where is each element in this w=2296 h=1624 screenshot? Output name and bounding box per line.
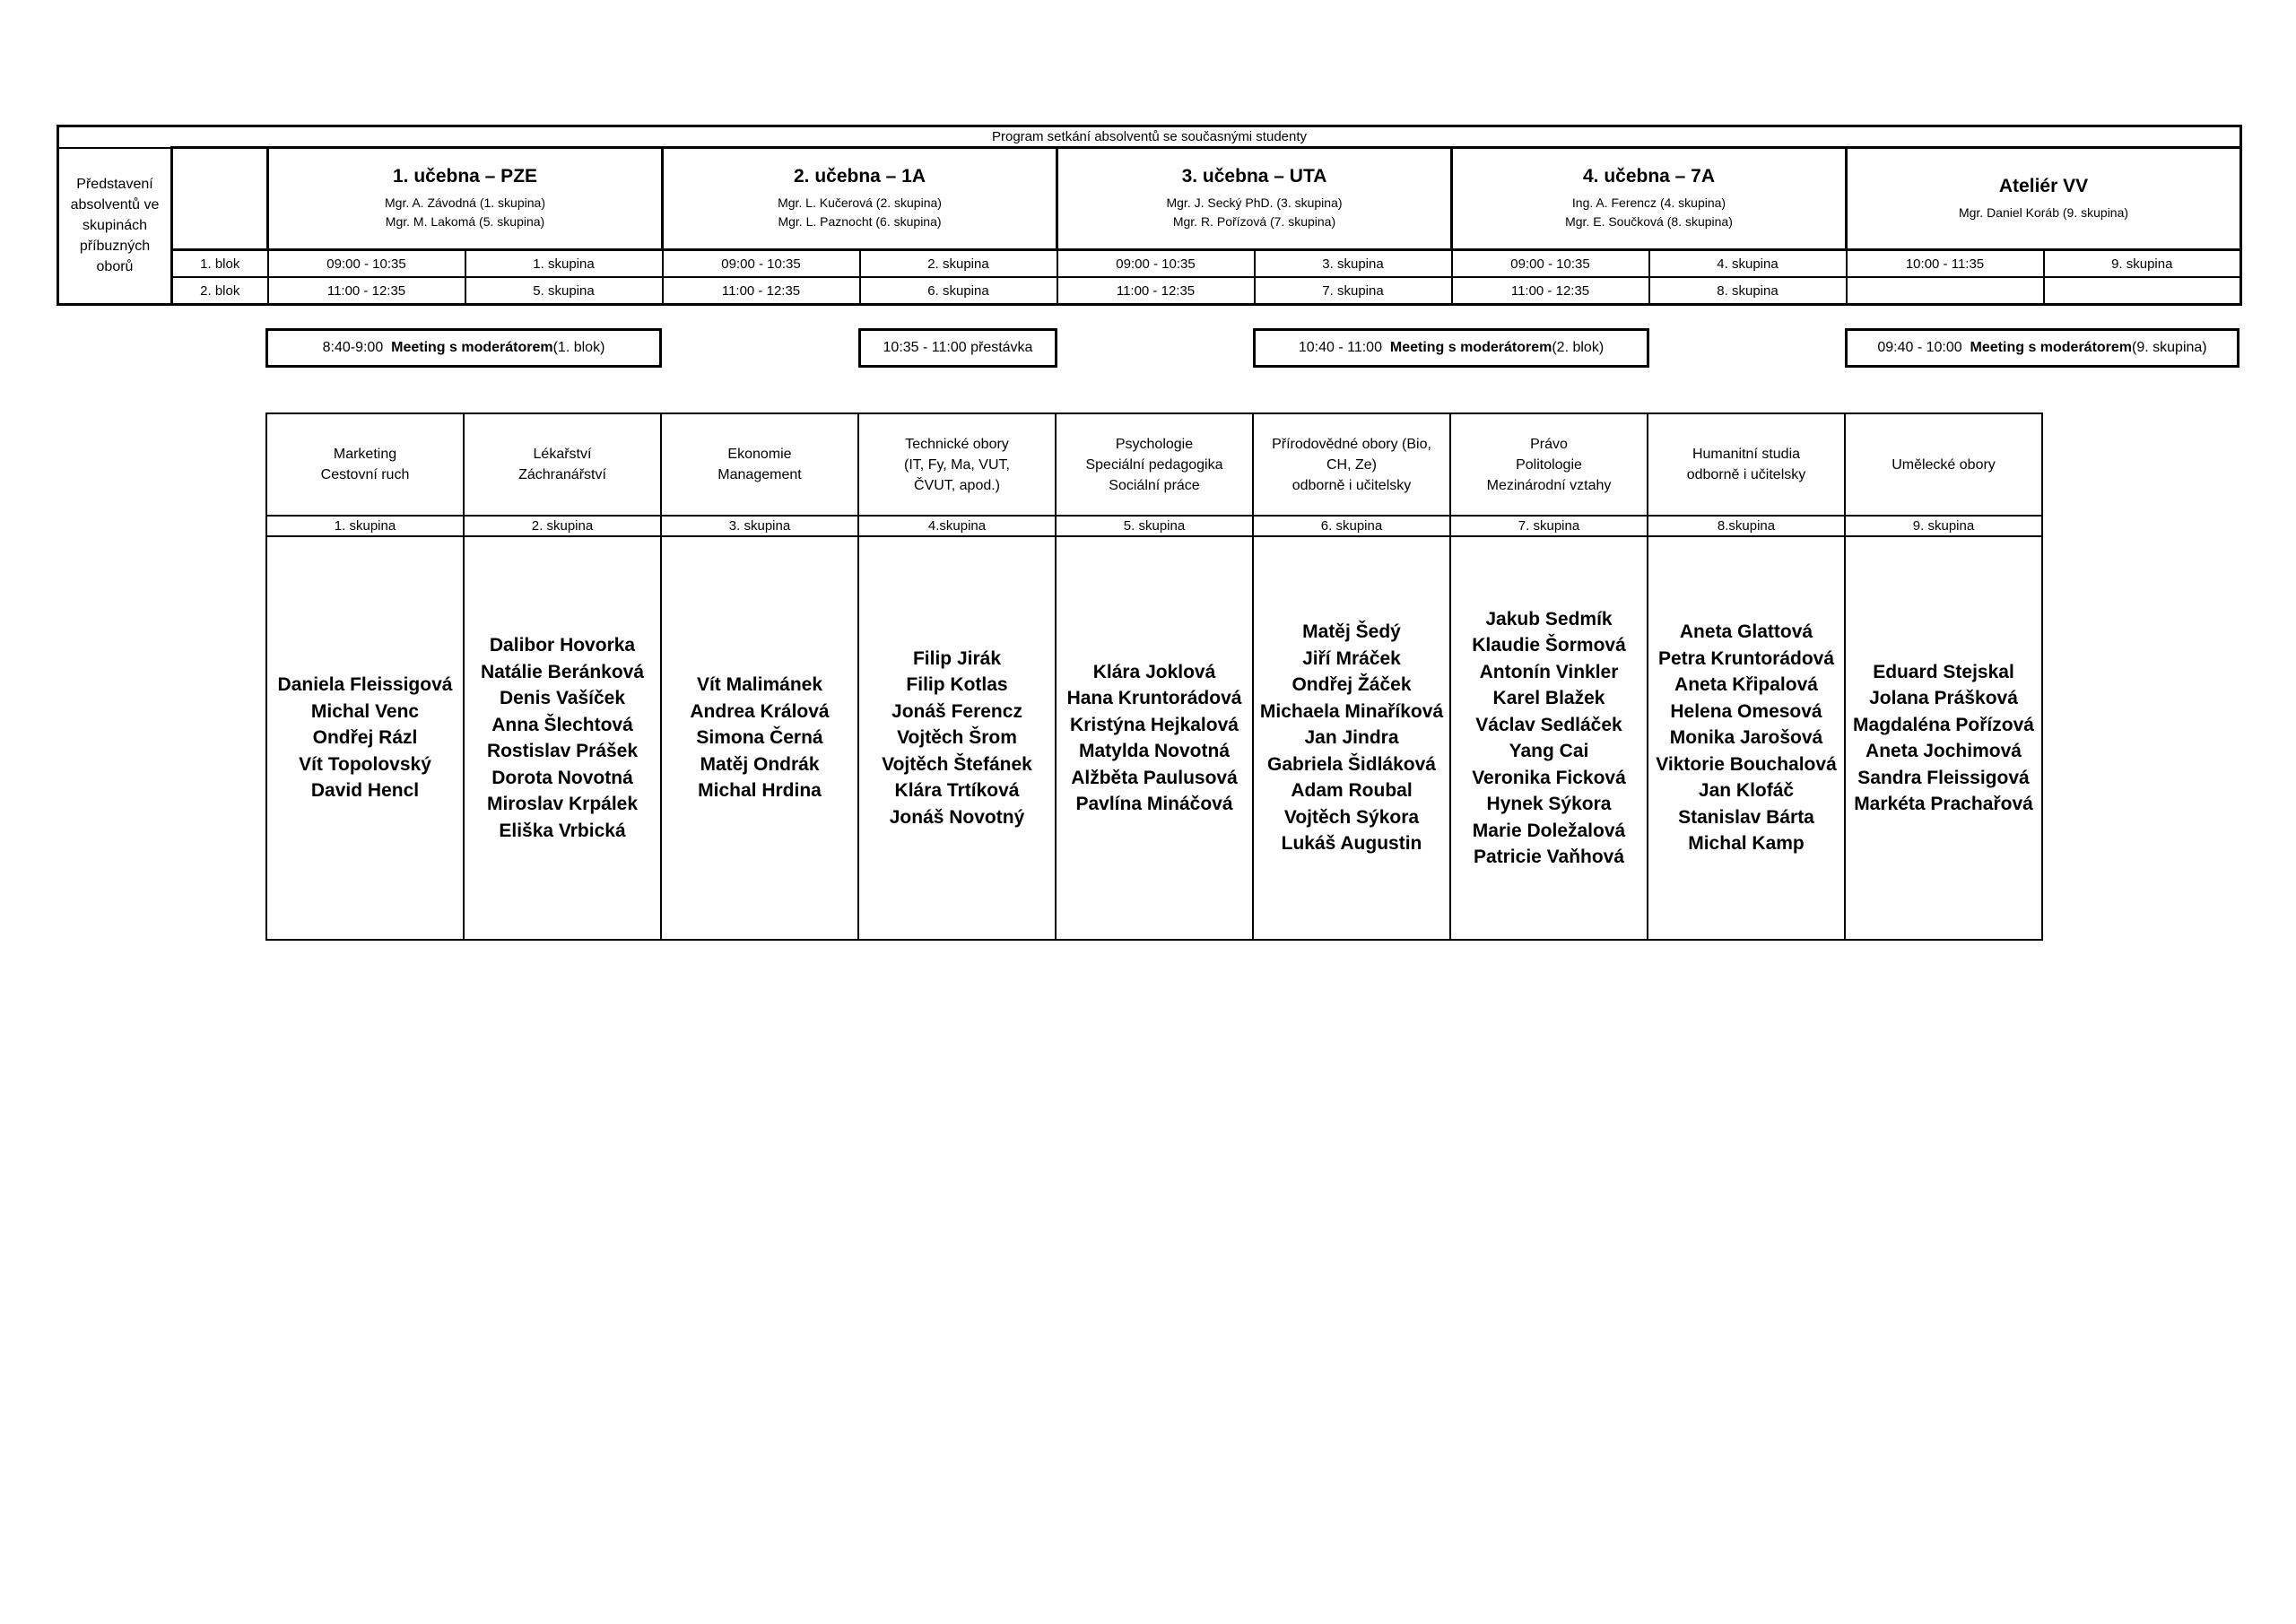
field-of-study [1056, 413, 1253, 516]
group-members [464, 536, 661, 940]
group-members [858, 536, 1056, 940]
note-rest: (2. blok) [1552, 340, 1605, 355]
group-label: 3. skupina [661, 516, 858, 536]
group-members [1648, 536, 1845, 940]
field-line: Humanitní studia [1692, 447, 1801, 462]
field-line: Technické obory [905, 436, 1009, 452]
field-of-study [464, 413, 661, 516]
room-teacher: Mgr. J. Secký PhD. (3. skupina) [1166, 195, 1343, 210]
member-name: Lukáš Augustin [1281, 833, 1422, 855]
group-label: 4.skupina [858, 516, 1056, 536]
field-line: odborně i učitelsky [1292, 477, 1412, 493]
field-line: Management [718, 467, 802, 482]
room-name: 4. učebna – 7A [1582, 166, 1716, 187]
field-line: Přírodovědné obory (Bio, [1272, 436, 1431, 452]
member-name: Klára Joklová [1092, 661, 1216, 682]
member-name: Petra Kruntorádová [1657, 647, 1835, 669]
member-name: Karel Blažek [1492, 688, 1605, 708]
member-name: Monika Jarošová [1669, 727, 1823, 749]
field-line: Speciální pedagogika [1085, 456, 1223, 473]
member-name: Gabriela Šidláková [1267, 753, 1436, 775]
field-line: Záchranářství [518, 467, 606, 482]
member-name: Magdaléna Pořízová [1853, 714, 2034, 735]
member-name: Ondřej Žáček [1292, 674, 1412, 696]
member-name: David Hencl [310, 780, 420, 802]
member-name: Jakub Sedmík [1485, 608, 1613, 630]
member-name: Markéta Prachařová [1854, 794, 2033, 814]
member-name: Klára Trtíková [894, 780, 1020, 802]
room-teacher: Ing. A. Ferencz (4. skupina) [1571, 195, 1726, 210]
block-time: 09:00 - 10:35 [1057, 250, 1255, 278]
room-name: Ateliér VV [1998, 175, 2089, 196]
field-row [266, 413, 2042, 516]
meeting-note [1253, 328, 1649, 368]
group-label: 2. skupina [464, 516, 661, 536]
block-label: 1. blok [172, 250, 268, 278]
field-line: ČVUT, apod.) [913, 477, 1001, 493]
member-name: Jan Klofáč [1698, 780, 1795, 802]
field-line: Ekonomie [727, 447, 792, 462]
field-of-study [1450, 413, 1648, 516]
member-name: Eduard Stejskal [1873, 661, 2014, 682]
member-name: Michal Kamp [1688, 833, 1805, 855]
member-name: Denis Vašíček [499, 688, 626, 708]
field-line: Právo [1530, 436, 1568, 452]
member-name: Hana Kruntorádová [1066, 688, 1242, 708]
field-of-study [661, 413, 858, 516]
member-name: Simona Černá [696, 727, 823, 749]
block-group: 3. skupina [1255, 250, 1452, 278]
note-rest: (9. skupina) [2132, 340, 2207, 355]
block-label: 2. blok [172, 277, 268, 305]
member-name: Sandra Fleissigová [1857, 767, 2030, 788]
group-label: 5. skupina [1056, 516, 1253, 536]
member-name: Daniela Fleissigová [277, 674, 453, 696]
block-group: 4. skupina [1649, 250, 1847, 278]
block-time: 09:00 - 10:35 [663, 250, 860, 278]
field-line: Lékařství [533, 447, 592, 462]
field-of-study [266, 413, 464, 516]
member-name: Rostislav Prášek [486, 741, 639, 761]
room-teacher: Mgr. A. Závodná (1. skupina) [385, 195, 545, 210]
member-name: Vojtěch Štefánek [882, 753, 1032, 775]
meeting-note [1845, 328, 2239, 368]
room-name: 3. učebna – UTA [1181, 166, 1327, 187]
block-time: 11:00 - 12:35 [663, 277, 860, 305]
field-line: Cestovní ruch [320, 467, 410, 482]
block-group: 1. skupina [465, 250, 663, 278]
schedule-table [57, 125, 2242, 306]
member-name: Andrea Králová [690, 700, 830, 722]
members-row [266, 536, 2042, 940]
member-name: Matěj Ondrák [700, 753, 820, 775]
member-name: Yang Cai [1509, 741, 1589, 761]
field-line: Sociální práce [1109, 477, 1200, 493]
group-members [1450, 536, 1648, 940]
member-name: Dorota Novotná [491, 767, 633, 788]
group-members [1845, 536, 2042, 940]
block-time [1847, 277, 2044, 305]
field-line: Politologie [1516, 456, 1582, 473]
group-label-row [266, 516, 2042, 536]
member-name: Vojtěch Sýkora [1283, 806, 1420, 828]
group-members [661, 536, 858, 940]
room-header [663, 148, 1057, 250]
block-group: 8. skupina [1649, 277, 1847, 305]
room-teacher: Mgr. Daniel Koráb (9. skupina) [1958, 204, 2129, 220]
room-teacher: Mgr. E. Součková (8. skupina) [1565, 214, 1733, 229]
block-time: 11:00 - 12:35 [268, 277, 465, 305]
member-name: Michaela Minaříková [1259, 700, 1444, 722]
group-label: 6. skupina [1253, 516, 1450, 536]
member-name: Václav Sedláček [1475, 714, 1622, 735]
member-name: Veronika Ficková [1472, 767, 1626, 788]
note-rest: (1. blok) [552, 340, 605, 355]
room-header [1847, 148, 2241, 250]
note-time: 10:35 - 11:00 přestávka [883, 340, 1033, 355]
field-line: Marketing [333, 447, 397, 462]
field-line: Mezinárodní vztahy [1486, 477, 1612, 493]
field-line: CH, Ze) [1326, 456, 1377, 473]
member-name: Eliška Vrbická [499, 820, 626, 841]
note-time: 10:40 - 11:00 [1298, 340, 1382, 355]
member-name: Pavlína Mináčová [1075, 794, 1233, 814]
room-teacher: Mgr. L. Kučerová (2. skupina) [778, 195, 942, 210]
block-time: 09:00 - 10:35 [268, 250, 465, 278]
block-time: 09:00 - 10:35 [1452, 250, 1649, 278]
group-label: 8.skupina [1648, 516, 1845, 536]
note-time: 8:40-9:00 [322, 340, 384, 355]
room-header [1057, 148, 1452, 250]
block-group: 9. skupina [2044, 250, 2241, 278]
schedule-title: Program setkání absolventů se současnými studenty [58, 126, 2241, 148]
field-line: (IT, Fy, Ma, VUT, [904, 456, 1010, 473]
room-name: 1. učebna – PZE [392, 166, 538, 187]
field-of-study [1253, 413, 1450, 516]
block-time: 11:00 - 12:35 [1057, 277, 1255, 305]
member-name: Marie Doležalová [1472, 820, 1626, 841]
room-name: 2. učebna – 1A [793, 166, 926, 187]
member-name: Antonín Vinkler [1479, 661, 1619, 682]
room-teacher: Mgr. L. Paznocht (6. skupina) [778, 214, 942, 229]
block-group: 2. skupina [860, 250, 1057, 278]
group-members [1056, 536, 1253, 940]
block-group [2044, 277, 2241, 305]
group-label: 7. skupina [1450, 516, 1648, 536]
block-time: 10:00 - 11:35 [1847, 250, 2044, 278]
member-name: Ondřej Rázl [312, 727, 418, 749]
room-teacher: Mgr. M. Lakomá (5. skupina) [385, 214, 545, 229]
member-name: Vojtěch Šrom [897, 727, 1017, 749]
member-name: Anna Šlechtová [491, 714, 633, 735]
break-note [858, 328, 1057, 368]
member-name: Vít Malimánek [696, 674, 823, 696]
field-of-study [1648, 413, 1845, 516]
member-name: Patricie Vaňhová [1473, 847, 1625, 867]
field-line: Umělecké obory [1892, 456, 1996, 473]
field-of-study [1845, 413, 2042, 516]
group-label: 1. skupina [266, 516, 464, 536]
member-name: Filip Jirák [912, 647, 1002, 669]
member-name: Aneta Jochimová [1866, 741, 2022, 761]
member-name: Natálie Beránková [480, 661, 645, 682]
member-name: Alžběta Paulusová [1071, 767, 1238, 788]
block-group: 7. skupina [1255, 277, 1452, 305]
empty-header-cell [172, 148, 268, 250]
note-bold: Meeting s moderátorem [1970, 340, 2133, 355]
member-name: Aneta Glattová [1679, 621, 1813, 643]
member-name: Stanislav Bárta [1678, 806, 1814, 828]
member-name: Kristýna Hejkalová [1070, 714, 1239, 735]
field-line: Psychologie [1115, 436, 1194, 452]
member-name: Helena Omesová [1670, 700, 1822, 722]
note-bold: Meeting s moderátorem [391, 340, 553, 355]
member-name: Viktorie Bouchalová [1656, 753, 1837, 775]
member-name: Jiří Mráček [1302, 647, 1401, 669]
member-name: Jolana Prášková [1869, 688, 2018, 708]
member-name: Michal Venc [310, 700, 420, 722]
member-name: Aneta Křipalová [1674, 674, 1818, 696]
intro-label: Představení absolventů ve skupinách příbuzných oborů [58, 148, 172, 305]
group-members [266, 536, 464, 940]
member-name: Jan Jindra [1304, 727, 1399, 749]
block-time: 11:00 - 12:35 [1452, 277, 1649, 305]
group-members [1253, 536, 1450, 940]
room-teacher: Mgr. R. Pořízová (7. skupina) [1172, 214, 1336, 229]
member-name: Adam Roubal [1291, 780, 1413, 802]
meeting-note [265, 328, 662, 368]
member-name: Jonáš Ferencz [891, 700, 1022, 722]
note-time: 09:40 - 10:00 [1877, 340, 1962, 355]
member-name: Matylda Novotná [1078, 741, 1231, 761]
block-group: 6. skupina [860, 277, 1057, 305]
note-bold: Meeting s moderátorem [1389, 340, 1552, 355]
member-name: Vít Topolovský [299, 753, 431, 775]
member-name: Hynek Sýkora [1486, 794, 1612, 814]
member-name: Klaudie Šormová [1472, 635, 1626, 656]
groups-table [265, 413, 2043, 941]
group-label: 9. skupina [1845, 516, 2042, 536]
member-name: Miroslav Krpálek [486, 794, 639, 814]
member-name: Matěj Šedý [1302, 621, 1401, 643]
member-name: Jonáš Novotný [889, 806, 1025, 828]
field-line: odborně i učitelsky [1686, 467, 1806, 482]
room-header [1452, 148, 1847, 250]
field-of-study [858, 413, 1056, 516]
member-name: Michal Hrdina [698, 780, 822, 802]
room-header [268, 148, 663, 250]
block-group: 5. skupina [465, 277, 663, 305]
member-name: Dalibor Hovorka [489, 635, 636, 656]
member-name: Filip Kotlas [906, 674, 1008, 696]
